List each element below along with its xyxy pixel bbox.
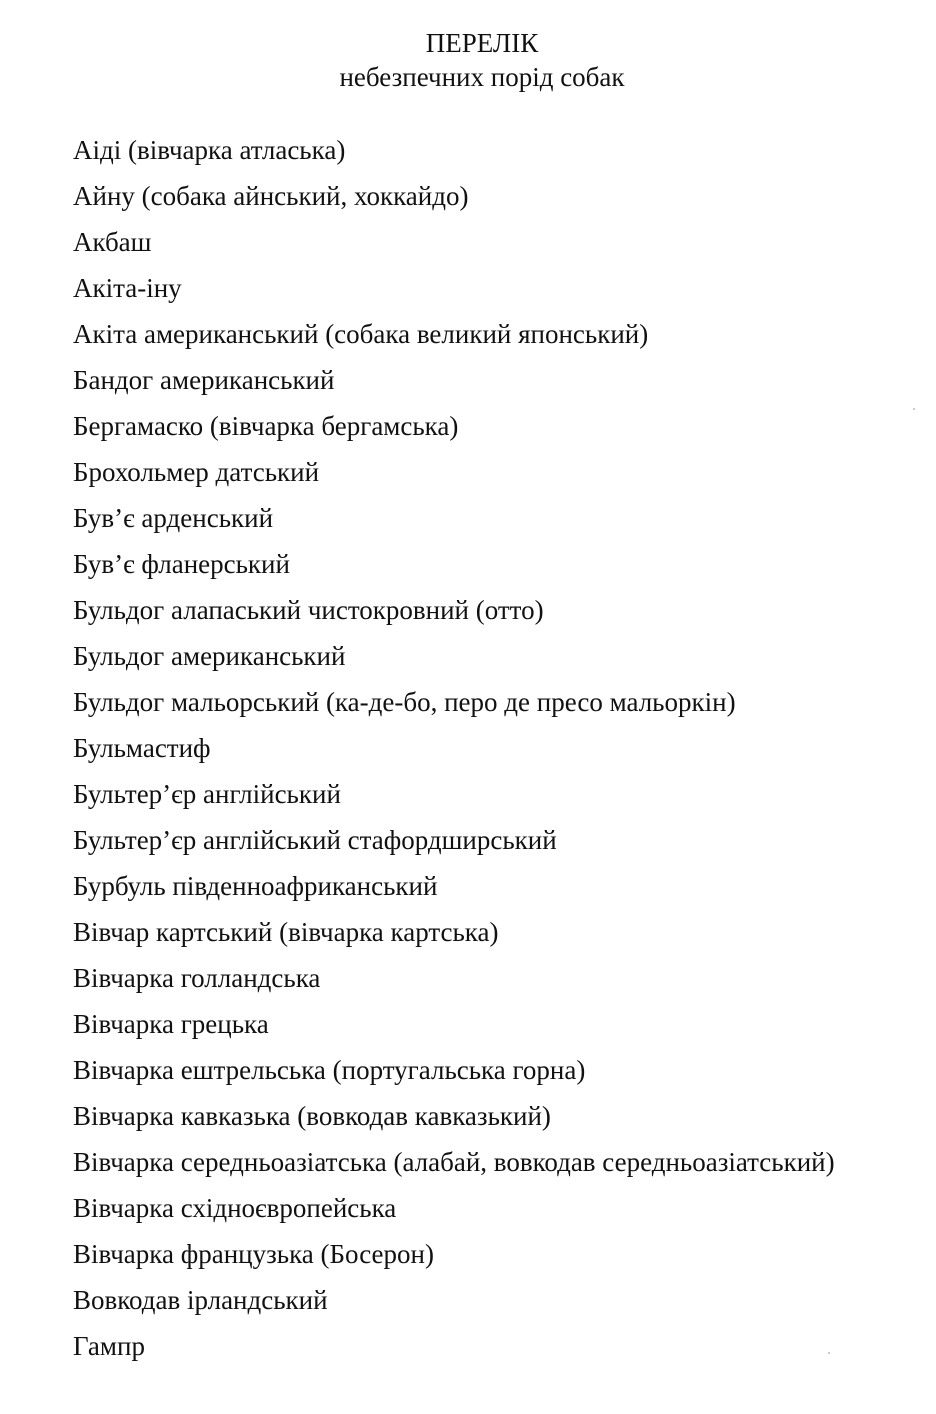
breed-item: Був’є фланерський <box>73 549 290 579</box>
breed-item: Бульдог мальорський (ка-де-бо, перо де пресо мальоркін) <box>73 687 736 717</box>
breed-item: Айну (собака айнський, хоккайдо) <box>73 181 469 211</box>
breed-item: Акіта-іну <box>73 273 182 303</box>
breed-item: Акбаш <box>73 227 152 257</box>
breed-item: Бульдог американський <box>73 641 346 671</box>
breed-item: Бергамаско (вівчарка бергамська) <box>73 411 459 441</box>
breed-item: Гампр <box>73 1331 145 1361</box>
breed-item: Вівчарка кавказька (вовкодав кавказький) <box>73 1101 551 1131</box>
breed-item: Брохольмер датський <box>73 457 320 487</box>
breed-item: Вівчарка середньоазіатська (алабай, вовкодав середньоазіатський) <box>73 1147 835 1177</box>
scan-speck <box>913 408 915 410</box>
breed-item: Бультер’єр англійський стафордширський <box>73 825 557 855</box>
breed-item: Вівчарка голландська <box>73 963 321 993</box>
breed-item: Акіта американський (собака великий японський) <box>73 319 649 349</box>
breed-item: Вівчарка ештрельська (португальська горна) <box>73 1055 586 1085</box>
breed-item: Вівчар картський (вівчарка картська) <box>73 917 499 947</box>
breed-list <box>73 133 923 1375</box>
breed-item: Аіді (вівчарка атласька) <box>73 135 346 165</box>
scan-speck <box>828 1352 830 1354</box>
breed-item: Вівчарка французька (Босерон) <box>73 1239 434 1269</box>
breed-item: Вівчарка східноєвропейська <box>73 1193 397 1223</box>
breed-item: Вовкодав ірландський <box>73 1285 328 1315</box>
document-title: ПЕРЕЛІК <box>425 28 539 58</box>
breed-item: Бульмастиф <box>73 733 211 763</box>
document-subtitle: небезпечних порід собак <box>339 62 625 92</box>
breed-item: Був’є арденський <box>73 503 274 533</box>
breed-item: Бурбуль південноафриканський <box>73 871 438 901</box>
breed-item: Бульдог алапаський чистокровний (отто) <box>73 595 544 625</box>
breed-item: Бультер’єр англійський <box>73 779 341 809</box>
breed-item: Вівчарка грецька <box>73 1009 269 1039</box>
breed-item: Бандог американський <box>73 365 335 395</box>
